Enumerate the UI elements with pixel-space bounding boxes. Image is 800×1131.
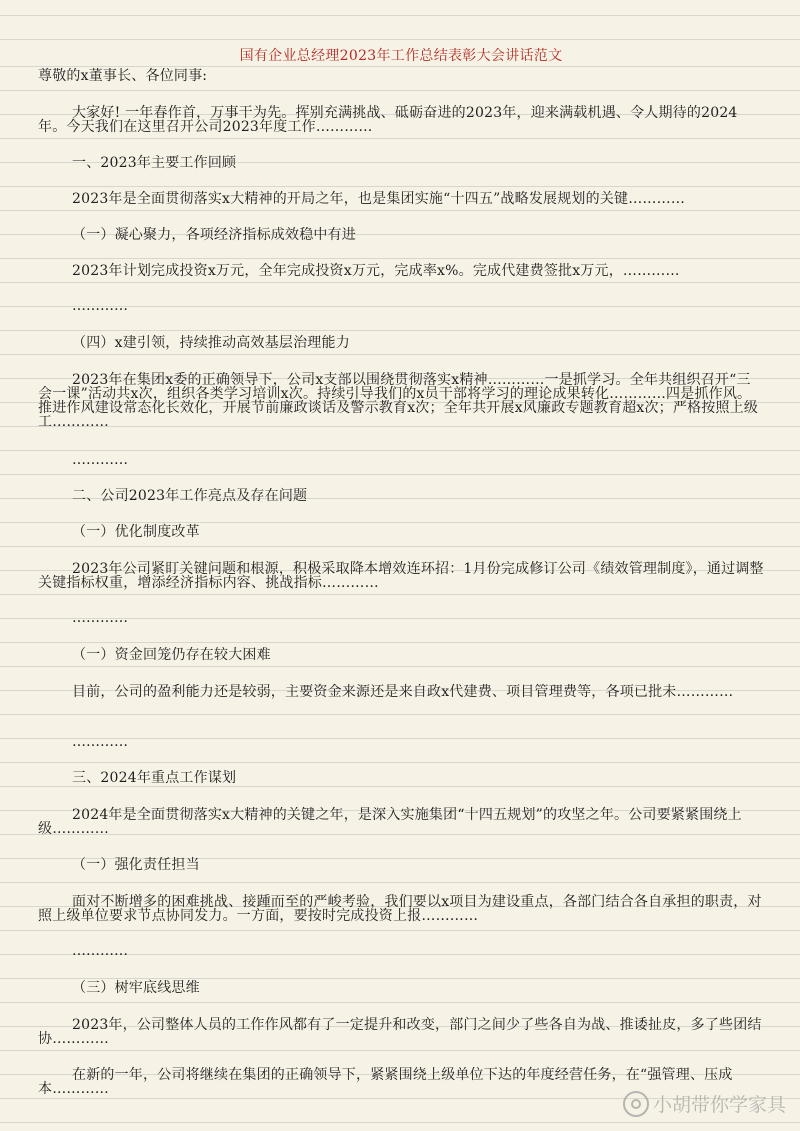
paragraph-opening: 大家好! 一年春作首，万事干为先。挥别充满挑战、砥砺奋进的2023年，迎来满载机遇、令人期待的2024年。今天我们在这里召开公司2023年度工作………… [38,105,738,135]
ellipsis-line: ………… [72,452,128,468]
ellipsis-line: ………… [72,298,128,314]
heading-section-3: 三、2024年重点工作谋划 [72,770,237,786]
subheading: （四）x建引领，持续推动高效基层治理能力 [72,335,350,351]
subheading: （一）凝心聚力，各项经济指标成效稳中有进 [72,227,356,243]
subheading: （一）优化制度改革 [72,524,200,540]
ellipsis-line: ………… [72,943,128,959]
ellipsis-line: ………… [72,610,128,626]
subheading: （一）强化责任担当 [72,857,200,873]
paragraph: 2023年公司紧盯关键问题和根源，积极采取降本增效连环招：1月份完成修订公司《绩效管理制度》，通过调整关键指标权重，增添经济指标内容、挑战指标………… [38,561,764,591]
paragraph: 2023年是全面贯彻落实x大精神的开局之年，也是集团实施“十四五”战略发展规划的关键………… [72,191,686,207]
salutation: 尊敬的x董事长、各位同事: [38,68,208,84]
heading-section-1: 一、2023年主要工作回顾 [72,155,237,171]
subheading: （一）资金回笼仍存在较大困难 [72,647,271,663]
paragraph: 2023年在集团x委的正确领导下，公司x支部以围绕贯彻落实x精神…………一是抓学习。全年共组织召开“三会一课”活动共x次，组织各类学习培训x次。持续引导我们的x员干部将学习的理论成果转化…………四是抓作风。推进作风建设常态化长效化，开展节前廉政谈话及警示教育x次；全年共开展x风廉政专题教育超x次；严格按照上级工………… [38,372,759,430]
document-title: 国有企业总经理2023年工作总结表彰大会讲话范文 [239,48,563,64]
ellipsis-line: ………… [72,734,128,750]
paragraph: 2023年计划完成投资x万元，全年完成投资x万元，完成率x%。完成代建费签批x万元，………… [72,263,680,279]
watermark-text: 小胡带你学家具 [652,1094,786,1116]
subheading: （三）树牢底线思维 [72,980,200,996]
watermark [623,1090,786,1117]
paragraph: 在新的一年，公司将继续在集团的正确领导下，紧紧围绕上级单位下达的年度经营任务，在“强管理、压成本………… [38,1067,733,1097]
paragraph: 目前，公司的盈利能力还是较弱，主要资金来源还是来自政x代建费、项目管理费等，各项已批未………… [72,684,734,700]
heading-section-2: 二、公司2023年工作亮点及存在问题 [72,488,308,504]
paragraph: 2023年，公司整体人员的工作作风都有了一定提升和改变，部门之间少了些各自为战、推诿扯皮，多了些团结协………… [38,1017,762,1047]
document [38,0,764,1097]
watermark-logo-icon [623,1091,649,1117]
paragraph: 2024年是全面贯彻落实x大精神的关键之年，是深入实施集团“十四五规划”的攻坚之年。公司要紧紧围绕上级………… [38,807,742,837]
paragraph: 面对不断增多的困难挑战、接踵而至的严峻考验，我们要以x项目为建设重点，各部门结合各自承担的职责，对照上级单位要求节点协同发力。一方面，要按时完成投资上报………… [38,894,762,924]
